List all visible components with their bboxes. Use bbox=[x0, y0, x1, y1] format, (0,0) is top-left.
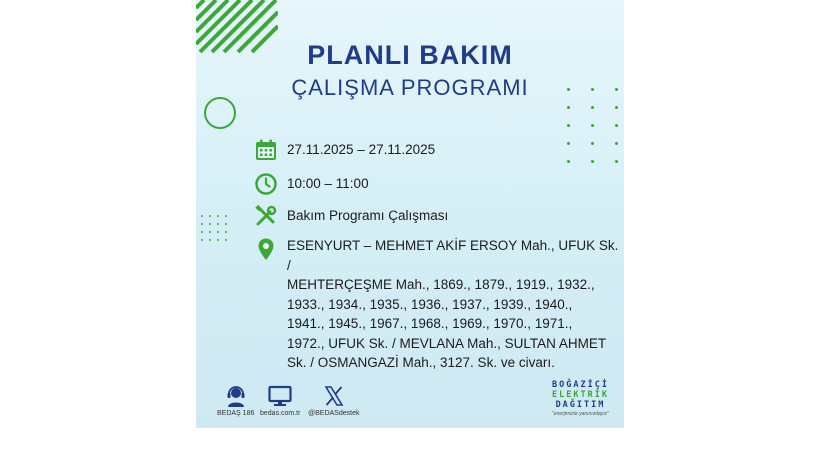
footer-social[interactable] bbox=[308, 385, 359, 417]
time-row bbox=[254, 172, 369, 196]
brand-line3: DAĞITIM bbox=[555, 400, 606, 410]
website-label: bedas.com.tr bbox=[260, 410, 301, 417]
map-pin-icon bbox=[254, 237, 278, 261]
tools-icon bbox=[254, 204, 278, 228]
clock-icon bbox=[254, 172, 278, 196]
work-type-row bbox=[254, 204, 448, 228]
location-address bbox=[287, 236, 624, 373]
address-line: Sk. / OSMANGAZİ Mah., 3127. Sk. ve civarı. bbox=[287, 355, 555, 370]
address-line: 1941., 1945., 1967., 1968., 1969., 1970., 1971., bbox=[287, 316, 573, 331]
brand-line2: ELEKTRİK bbox=[552, 390, 609, 400]
address-line: MEHTERÇEŞME Mah., 1869., 1879., 1919., 1932., bbox=[287, 277, 595, 292]
brand-line1: BOĞAZİÇİ bbox=[552, 380, 609, 390]
x-logo-icon bbox=[324, 385, 344, 407]
time-range: 10:00 – 11:00 bbox=[287, 176, 369, 191]
page-subtitle: ÇALIŞMA PROGRAMI bbox=[291, 75, 529, 100]
social-label: @BEDASdestek bbox=[308, 410, 360, 417]
footer-website[interactable] bbox=[260, 385, 300, 417]
address-line: 1972., UFUK Sk. / MEVLANA Mah., SULTAN AHMET bbox=[287, 335, 607, 351]
call-center-label: BEDAŞ 186 bbox=[217, 410, 255, 417]
page-title: PLANLI BAKIM bbox=[307, 40, 513, 70]
date-row bbox=[254, 138, 435, 162]
monitor-icon bbox=[268, 385, 292, 407]
footer-call-center[interactable] bbox=[217, 385, 254, 417]
decorative-dots-left bbox=[201, 215, 227, 241]
headset-icon bbox=[226, 385, 246, 407]
address-line: ESENYURT – MEHMET AKİF ERSOY Mah., UFUK Sk. / bbox=[287, 238, 619, 273]
brand-tagline: "enerjimizle yanınızdayız" bbox=[552, 411, 609, 417]
calendar-icon bbox=[254, 138, 278, 162]
work-type: Bakım Programı Çalışması bbox=[287, 208, 449, 223]
decorative-ring bbox=[204, 97, 236, 129]
brand-logo bbox=[552, 380, 609, 417]
date-range: 27.11.2025 – 27.11.2025 bbox=[287, 142, 436, 157]
address-line: 1933., 1934., 1935., 1936., 1937., 1939., 1940., bbox=[287, 296, 573, 312]
maintenance-card bbox=[196, 0, 624, 428]
location-row bbox=[254, 236, 624, 373]
